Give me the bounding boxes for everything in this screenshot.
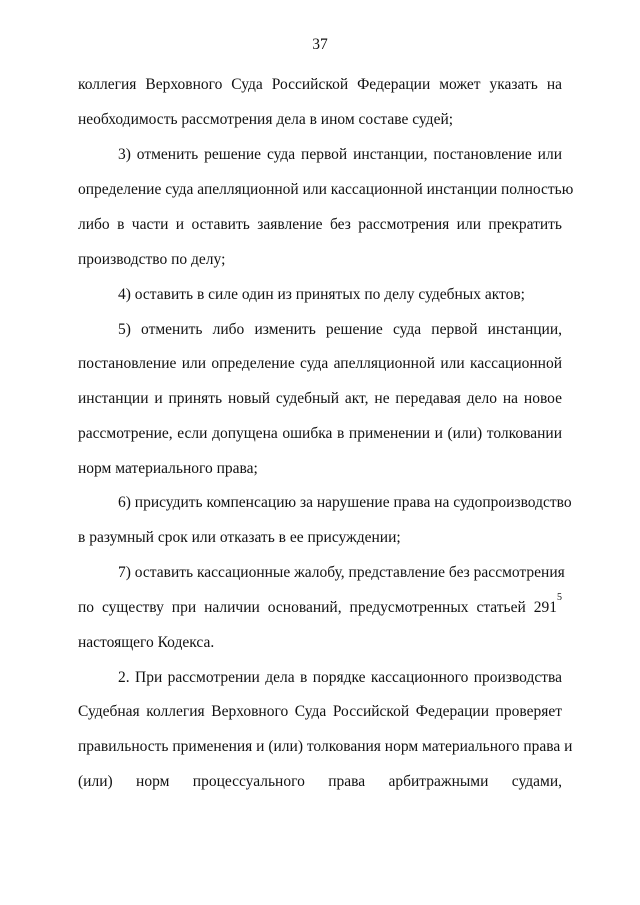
text-line: по существу при наличии оснований, предусмотренных статьей 291	[78, 599, 557, 616]
text-line-with-superscript	[78, 592, 562, 617]
text-line: 2. При рассмотрении дела в порядке кассационного производства	[118, 669, 562, 686]
text-line: 7) оставить кассационные жалобу, представление без рассмотрения	[118, 564, 565, 581]
text-line: рассмотрение, если допущена ошибка в применении и (или) толковании	[78, 425, 562, 442]
text-line: настоящего Кодекса.	[78, 634, 215, 651]
superscript: 5	[557, 592, 562, 603]
text-line: определение суда апелляционной или кассационной инстанции полностью	[78, 181, 574, 198]
text-line: 4) оставить в силе один из принятых по делу судебных актов;	[118, 286, 525, 303]
text-line: либо в части и оставить заявление без рассмотрения или прекратить	[78, 216, 562, 233]
text-line: Судебная коллегия Верховного Суда Российской Федерации проверяет	[78, 703, 562, 720]
text-line: постановление или определение суда апелляционной или кассационной	[78, 355, 562, 372]
page-number: 37	[312, 36, 328, 53]
text-line: необходимость рассмотрения дела в ином составе судей;	[78, 111, 454, 128]
text-line: в разумный срок или отказать в ее присуждении;	[78, 529, 401, 546]
text-line: (или) норм процессуального права арбитражными судами,	[78, 773, 562, 790]
text-line: коллегия Верховного Суда Российской Федерации может указать на	[78, 76, 562, 93]
text-line: правильность применения и (или) толкования норм материального права и	[78, 738, 573, 755]
text-line: инстанции и принять новый судебный акт, не передавая дело на новое	[78, 390, 562, 407]
text-line: 5) отменить либо изменить решение суда первой инстанции,	[118, 321, 562, 338]
text-line: 6) присудить компенсацию за нарушение права на судопроизводство	[118, 494, 572, 511]
text-line: норм материального права;	[78, 460, 258, 477]
text-line: производство по делу;	[78, 251, 226, 268]
text-line: 3) отменить решение суда первой инстанции, постановление или	[118, 146, 562, 163]
